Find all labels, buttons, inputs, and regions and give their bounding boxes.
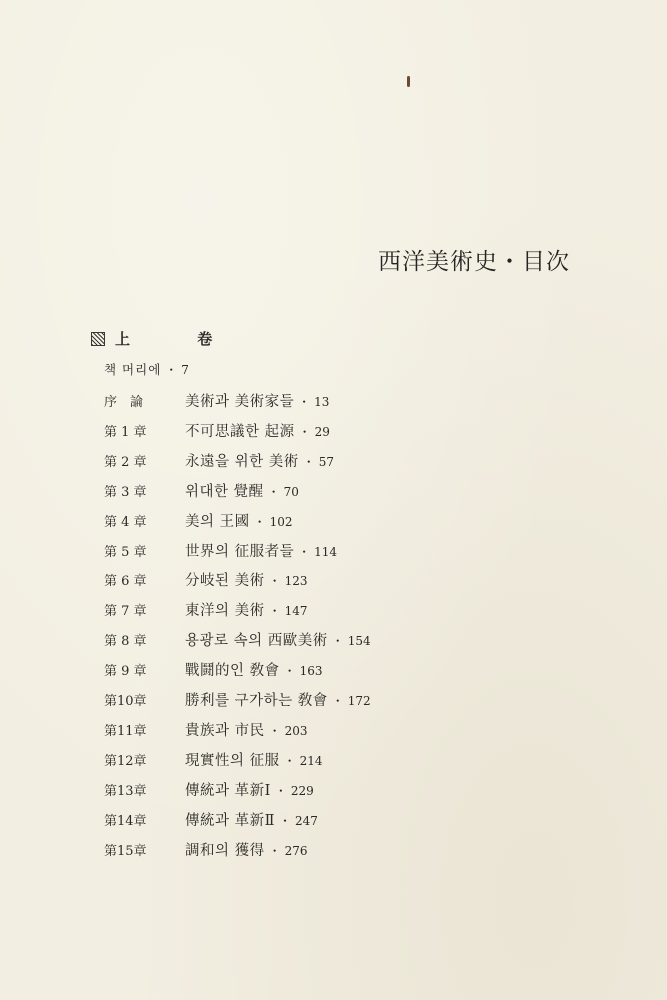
toc-chapter-title: 위대한 覺醒 [185, 484, 264, 500]
toc-chapter-title: 貴族과 市民 [185, 723, 265, 739]
toc-entry[interactable] [104, 659, 323, 681]
toc-chapter-title: 傳統과 革新Ⅰ [185, 783, 271, 799]
toc-entry[interactable] [104, 420, 330, 442]
toc-page-number: 7 [181, 363, 189, 377]
toc-chapter-number: 第 7 章 [104, 604, 147, 619]
toc-chapter-title: 戰鬪的인 敎會 [185, 663, 280, 679]
toc-chapter-number: 第 1 章 [104, 425, 147, 440]
toc-chapter-title: 世界의 征服者들 [185, 544, 295, 560]
toc-chapter-title: 勝利를 구가하는 敎會 [185, 693, 328, 709]
toc-separator: ・ [274, 784, 287, 798]
toc-entry[interactable] [104, 599, 308, 621]
toc-chapter-title: 永遠을 위한 美術 [185, 454, 299, 470]
page-title: 西洋美術史・目次 [378, 249, 570, 275]
toc-chapter-number: 第14章 [104, 814, 147, 829]
toc-separator: ・ [165, 363, 178, 377]
toc-entry[interactable] [104, 480, 299, 502]
toc-entry[interactable] [104, 450, 334, 472]
toc-entry[interactable] [104, 569, 308, 591]
toc-page-number: 203 [284, 724, 308, 738]
toc-chapter-number: 序 論 [104, 395, 144, 410]
toc-page-number: 229 [290, 784, 314, 798]
toc-chapter-number: 第11章 [104, 724, 147, 739]
toc-page-number: 114 [314, 545, 338, 559]
toc-chapter-title: 調和의 獲得 [185, 843, 265, 859]
toc-separator: ・ [253, 515, 266, 529]
toc-chapter-title: 美의 王國 [185, 514, 250, 530]
toc-chapter-number: 第 9 章 [104, 664, 147, 679]
toc-separator: ・ [283, 754, 296, 768]
toc-preface-title: 책 머리에 [104, 362, 162, 377]
toc-separator: ・ [278, 814, 291, 828]
toc-chapter-number: 第 4 章 [104, 515, 147, 530]
toc-entry[interactable] [104, 779, 314, 801]
toc-chapter-number: 第 8 章 [104, 634, 147, 649]
toc-separator: ・ [268, 574, 281, 588]
toc-separator: ・ [298, 395, 311, 409]
toc-chapter-title: 東洋의 美術 [185, 603, 265, 619]
toc-chapter-number: 第 2 章 [104, 455, 147, 470]
toc-page-number: 13 [314, 395, 330, 409]
toc-chapter-title: 傳統과 革新Ⅱ [185, 813, 275, 829]
toc-chapter-title: 分岐된 美術 [185, 573, 265, 589]
toc-page-number: 172 [347, 694, 371, 708]
toc-entry[interactable] [104, 689, 371, 711]
toc-chapter-title: 美術과 美術家들 [185, 394, 295, 410]
toc-chapter-title: 용광로 속의 西歐美術 [185, 633, 328, 649]
toc-chapter-number: 第 5 章 [104, 545, 147, 560]
toc-page-number: 57 [318, 455, 335, 469]
toc-separator: ・ [298, 545, 311, 559]
toc-page-number: 102 [269, 515, 293, 529]
toc-entry[interactable] [104, 749, 323, 771]
toc-chapter-number: 第10章 [104, 694, 147, 709]
toc-entry[interactable] [104, 719, 308, 741]
toc-page-number: 123 [284, 574, 308, 588]
toc-chapter-number: 第 6 章 [104, 574, 147, 589]
toc-page-number: 214 [299, 754, 323, 768]
toc-separator: ・ [268, 724, 281, 738]
toc-page-number: 147 [284, 604, 308, 618]
toc-chapter-title: 現實性의 征服 [185, 753, 280, 769]
toc-page-number: 276 [284, 844, 308, 858]
toc-entry[interactable] [104, 809, 318, 831]
toc-separator: ・ [268, 844, 281, 858]
toc-separator: ・ [298, 425, 311, 439]
toc-entry[interactable] [104, 510, 293, 532]
toc-chapter-number: 第 3 章 [104, 485, 147, 500]
toc-page-number: 70 [283, 485, 299, 499]
toc-page-number: 154 [347, 634, 371, 648]
toc-page-number: 247 [295, 814, 318, 828]
toc-entry[interactable] [104, 839, 308, 861]
toc-page-number: 29 [314, 425, 330, 439]
toc-entry[interactable] [104, 390, 329, 412]
toc-separator: ・ [283, 664, 296, 678]
toc-page-number: 163 [299, 664, 323, 678]
toc-separator: ・ [302, 455, 315, 469]
toc-separator: ・ [331, 634, 344, 648]
toc-chapter-number: 第12章 [104, 754, 147, 769]
toc-separator: ・ [268, 604, 281, 618]
toc-chapter-number: 第13章 [104, 784, 147, 799]
toc-entry[interactable] [104, 540, 337, 562]
toc-separator: ・ [267, 485, 280, 499]
toc-entry[interactable] [104, 629, 371, 651]
toc-preface[interactable] [104, 360, 189, 382]
volume-label: 上 卷 [115, 330, 244, 348]
toc-chapter-number: 第15章 [104, 844, 147, 859]
toc-separator: ・ [331, 694, 344, 708]
toc-chapter-title: 不可思議한 起源 [185, 424, 295, 440]
